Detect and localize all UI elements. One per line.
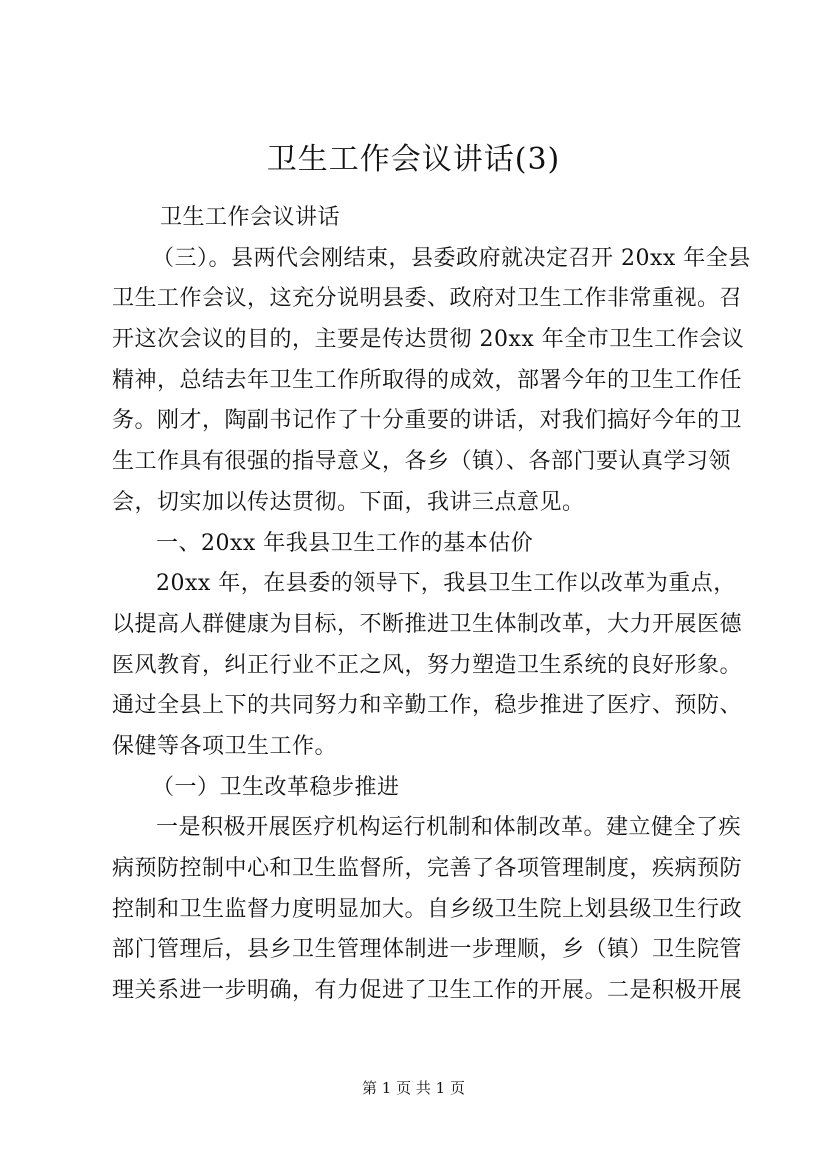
paragraph-line: 病预防控制中心和卫生监督所，完善了各项管理制度，疾病预防 — [112, 856, 743, 881]
paragraph-line: 部门管理后，县乡卫生管理体制进一步理顺，乡（镇）卫生院管 — [112, 937, 743, 963]
document-body — [112, 198, 751, 1012]
paragraph-line: 会，切实加以传达贯彻。下面，我讲三点意见。 — [112, 489, 585, 515]
paragraph-line: 通过全县上下的共同努力和辛勤工作，稳步推进了医疗、预防、 — [112, 693, 743, 719]
paragraph-line: 控制和卫生监督力度明显加大。自乡级卫生院上划县级卫生行政 — [112, 896, 743, 922]
paragraph-line: 理关系进一步明确，有力促进了卫生工作的开展。二是积极开展 — [112, 978, 743, 1004]
paragraph-line: 一是积极开展医疗机构运行机制和体制改革。建立健全了疾 — [156, 815, 742, 841]
paragraph-line: 卫生工作会议讲话 — [160, 205, 341, 230]
document-title: 卫生工作会议讲话(3) — [266, 142, 561, 177]
paragraph-line: 医风教育，纠正行业不正之风，努力塑造卫生系统的良好形象。 — [112, 652, 743, 678]
paragraph-line: 精神，总结去年卫生工作所取得的成效，部署今年的卫生工作任 — [112, 367, 743, 393]
paragraph-line: 务。刚才，陶副书记作了十分重要的讲话，对我们搞好今年的卫 — [112, 408, 743, 434]
page-footer: 第 1 页 共 1 页 — [362, 1079, 465, 1097]
paragraph-line: 生工作具有很强的指导意义，各乡（镇）、各部门要认真学习领 — [112, 449, 732, 475]
paragraph-line: （三）。县两代会刚结束，县委政府就决定召开 20xx 年全县 — [152, 245, 751, 271]
paragraph-line: 以提高人群健康为目标，不断推进卫生体制改革，大力开展医德 — [112, 611, 743, 637]
paragraph-line: 卫生工作会议，这充分说明县委、政府对卫生工作非常重视。召 — [112, 286, 743, 312]
paragraph-line: 开这次会议的目的，主要是传达贯彻 20xx 年全市卫生工作会议 — [112, 327, 745, 353]
paragraph-line: （一）卫生改革稳步推进 — [152, 774, 400, 800]
paragraph-line: 保健等各项卫生工作。 — [112, 733, 338, 759]
paragraph-line: 一、20xx 年我县卫生工作的基本估价 — [156, 530, 534, 556]
paragraph-line: 20xx 年，在县委的领导下，我县卫生工作以改革为重点， — [156, 571, 736, 597]
